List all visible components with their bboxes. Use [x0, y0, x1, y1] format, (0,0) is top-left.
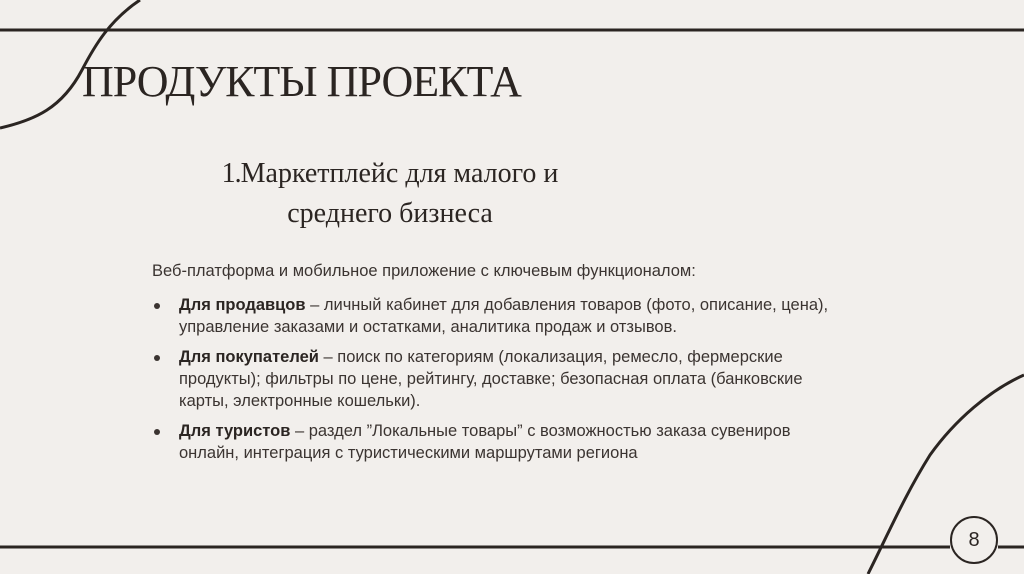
item-heading: Для покупателей — [179, 348, 319, 366]
list-item — [152, 420, 852, 464]
list-item — [152, 294, 852, 338]
item-text: – раздел ”Локальные товары” с возможностью заказа сувениров онлайн, интеграция с туристическими маршрутами региона — [179, 422, 791, 462]
list-item — [152, 346, 852, 412]
item-text: – поиск по категориям (локализация, ремесло, фермерские продукты); фильтры по цене, рейтингу, доставке; безопасная оплата (банковские карты, электронные кошельки). — [179, 348, 803, 410]
item-heading: Для туристов — [179, 422, 291, 440]
slide-subtitle — [220, 154, 560, 234]
item-text: – личный кабинет для добавления товаров (фото, описание, цена), управление заказами и остатками, аналитика продаж и отзывов. — [179, 296, 829, 336]
intro-text: Веб-платформа и мобильное приложение с ключевым функционалом: — [152, 262, 696, 280]
subtitle-number: 1. — [221, 158, 241, 189]
bullet-icon — [154, 303, 160, 309]
page-number: 8 — [968, 528, 980, 551]
decorative-curve-bottom-right — [868, 375, 1024, 574]
feature-list — [152, 294, 852, 472]
bullet-icon — [154, 355, 160, 361]
item-heading: Для продавцов — [179, 296, 306, 314]
bullet-icon — [154, 429, 160, 435]
page-number-badge — [950, 516, 998, 564]
subtitle-text: Маркетплейс для малого и среднего бизнеса — [240, 158, 559, 229]
slide-title: ПРОДУКТЫ ПРОЕКТА — [82, 57, 521, 106]
